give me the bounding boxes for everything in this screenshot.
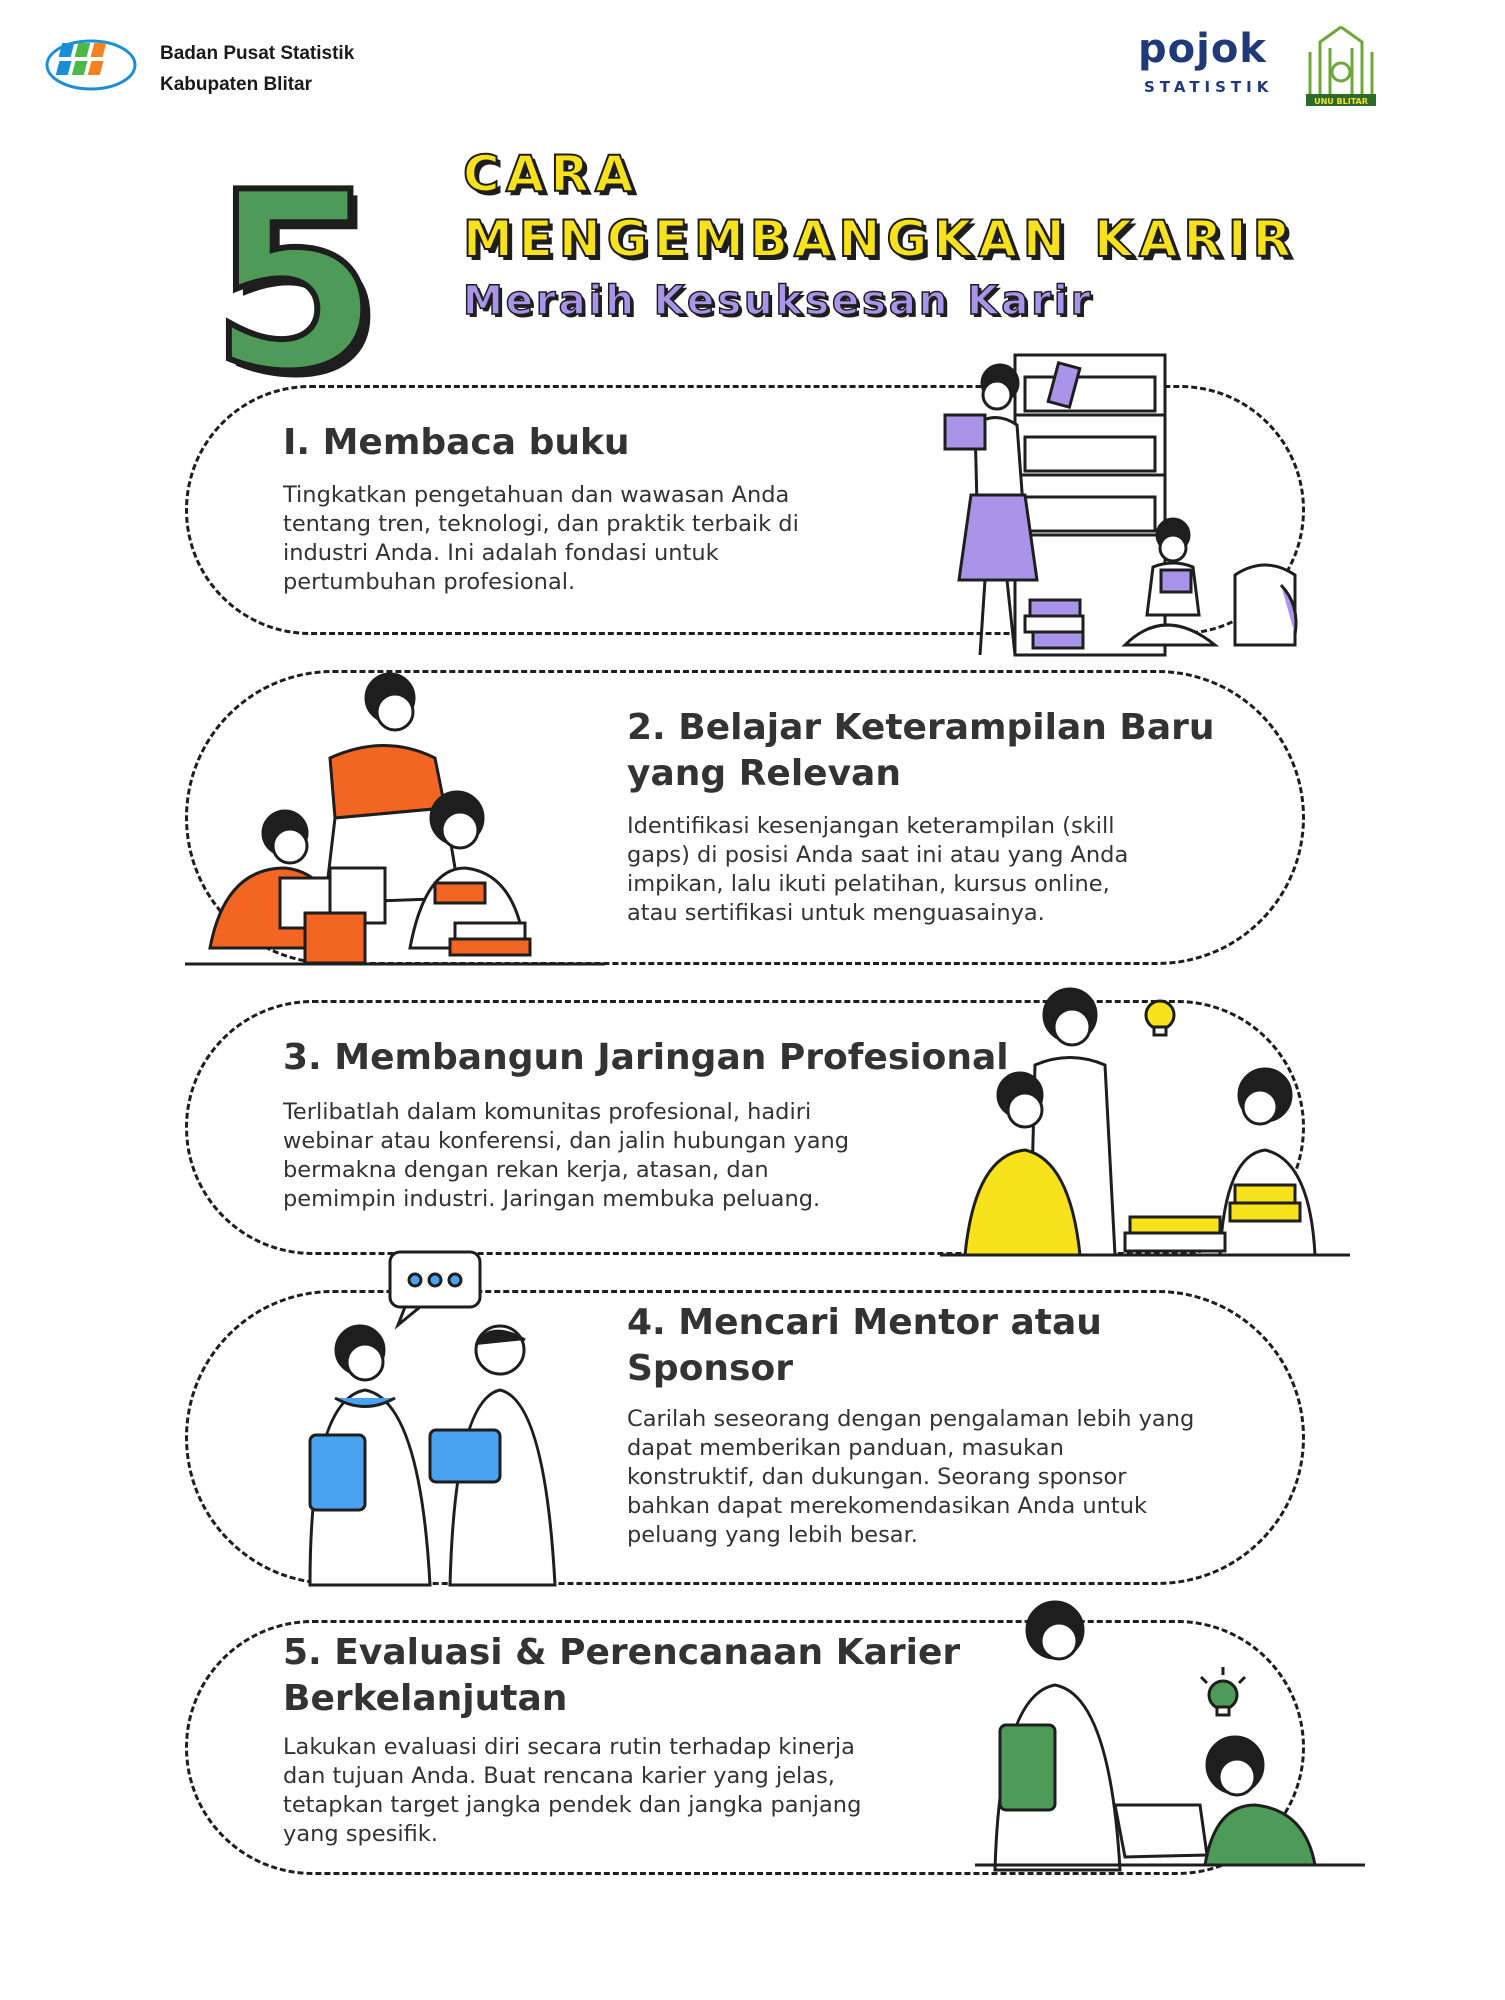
pojok-logo-sub: STATISTIK: [1144, 78, 1274, 96]
step-body-line: webinar atau konferensi, dan jalin hubungan yang: [283, 1128, 850, 1154]
step-body-line: pertumbuhan profesional.: [283, 569, 576, 595]
step-heading-line: 3. Membangun Jaringan Profesional: [283, 1037, 1009, 1078]
mentoring-illustration-icon: [290, 1250, 600, 1585]
step-heading-line: 2. Belajar Keterampilan Baru: [627, 707, 1215, 748]
step-body-line: dapat memberikan panduan, masukan: [627, 1435, 1064, 1461]
step-body: [283, 1733, 861, 1849]
step-body-line: dan tujuan Anda. Buat rencana karier yang jelas,: [283, 1763, 835, 1789]
step-body-line: Lakukan evaluasi diri secara rutin terhadap kinerja: [283, 1734, 855, 1760]
title-line1: CARA: [463, 145, 640, 203]
title-subtitle: Meraih Kesuksesan Karir: [463, 278, 1094, 324]
title-number: 5: [210, 140, 381, 425]
step-body-line: gaps) di posisi Anda saat ini atau yang Anda: [627, 842, 1129, 868]
unu-logo-icon: [1300, 24, 1382, 110]
step-body-line: yang spesifik.: [283, 1821, 438, 1847]
step-body-line: industri Anda. Ini adalah fondasi untuk: [283, 540, 719, 566]
step-heading: [283, 1035, 1009, 1081]
step-body: [283, 1098, 849, 1214]
bps-logo-icon: [45, 33, 137, 95]
step-heading-line: 5. Evaluasi & Perencanaan Karier: [283, 1632, 961, 1673]
networking-illustration-icon: [940, 985, 1360, 1260]
step-heading: [283, 1630, 960, 1722]
step-body: [627, 812, 1128, 928]
org-name: [160, 38, 354, 100]
step-body-line: atau sertifikasi untuk menguasainya.: [627, 900, 1045, 926]
step-body-line: Identifikasi kesenjangan keterampilan (skill: [627, 813, 1115, 839]
step-body-line: peluang yang lebih besar.: [627, 1522, 918, 1548]
org-name-line1: Badan Pusat Statistik: [160, 43, 355, 64]
step-heading-line: yang Relevan: [627, 753, 901, 794]
reading-illustration-icon: [925, 355, 1310, 655]
pojok-logo-word: pojok: [1138, 26, 1267, 72]
step-heading: [627, 705, 1215, 797]
step-body-line: bermakna dengan rekan kerja, atasan, dan: [283, 1157, 769, 1183]
step-body-line: konstruktif, dan dukungan. Seorang sponsor: [627, 1464, 1127, 1490]
step-heading: [283, 420, 630, 466]
step-body-line: Tingkatkan pengetahuan dan wawasan Anda: [283, 482, 790, 508]
step-heading-line: Sponsor: [627, 1348, 793, 1389]
step-body-line: bahkan dapat merekomendasikan Anda untuk: [627, 1493, 1148, 1519]
step-body: [283, 481, 799, 597]
career-planning-illustration-icon: [975, 1595, 1375, 1870]
step-body-line: tetapkan target jangka pendek dan jangka panjang: [283, 1792, 862, 1818]
step-body-line: Terlibatlah dalam komunitas profesional, hadiri: [283, 1099, 812, 1125]
title-line2: MENGEMBANGKAN KARIR: [463, 210, 1298, 268]
step-body-line: Carilah seseorang dengan pengalaman lebih yang: [627, 1406, 1195, 1432]
step-heading-line: Berkelanjutan: [283, 1678, 568, 1719]
step-heading: [627, 1300, 1102, 1392]
teamwork-puzzle-illustration-icon: [185, 668, 615, 968]
step-body-line: impikan, lalu ikuti pelatihan, kursus online,: [627, 871, 1110, 897]
step-heading-line: 4. Mencari Mentor atau: [627, 1302, 1102, 1343]
step-body: [627, 1405, 1194, 1550]
unu-logo-label: UNU BLITAR: [1314, 97, 1368, 106]
step-body-line: pemimpin industri. Jaringan membuka peluang.: [283, 1186, 821, 1212]
step-body-line: tentang tren, teknologi, dan praktik terbaik di: [283, 511, 799, 537]
org-name-line2: Kabupaten Blitar: [160, 74, 313, 95]
step-heading-line: I. Membaca buku: [283, 422, 630, 463]
